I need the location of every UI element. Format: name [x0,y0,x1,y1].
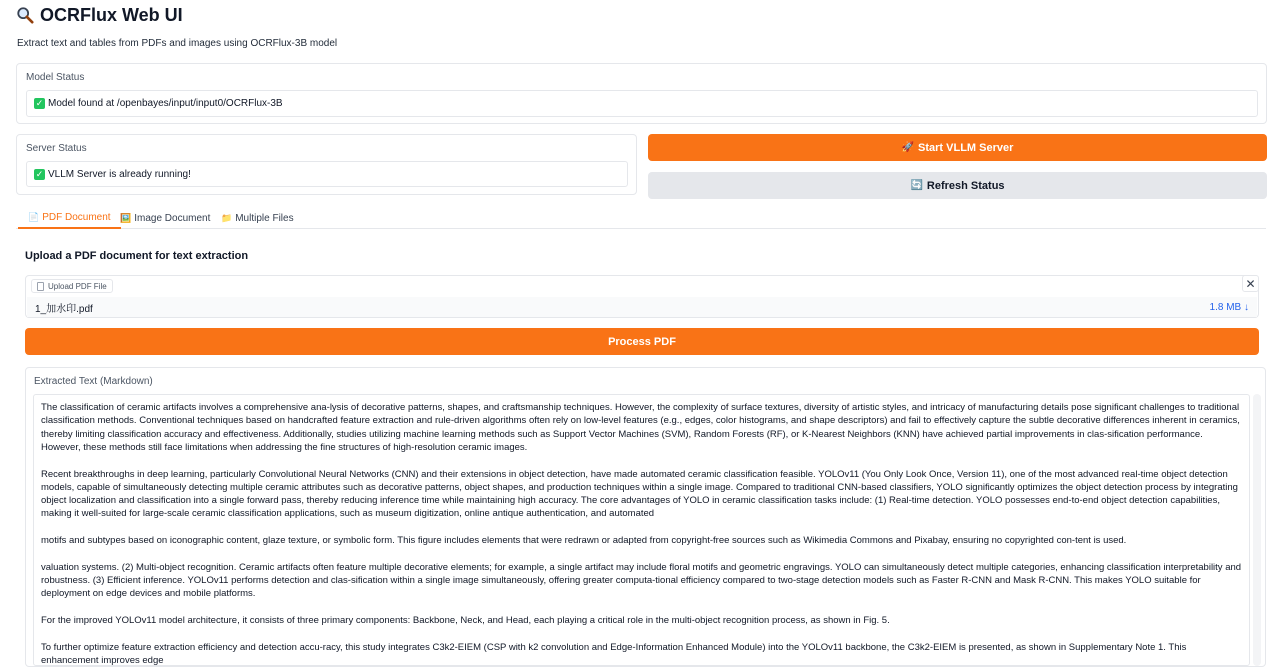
upload-heading: Upload a PDF document for text extraction [25,250,249,262]
tab-multiple-files-label: Multiple Files [235,213,294,224]
text-paragraph: valuation systems. (2) Multi-object recognition. Ceramic artifacts often feature multiple decorative elements; for example, a single artifact may include floral motifs and geometric engravings. YOLO can simultaneously detect multiple categories, enhancing classification interpretability and robustness. (3) Efficient inference. YOLOv11 performs detection and clas-sification within a single image simultaneously, offering greater computa-tional efficiency compared to two-stage detection models such as Faster R-CNN and Mask R-CNN. This makes YOLO suitable for deployment on edge devices and mobile platforms. [41,561,1242,600]
magnifier-icon [16,6,34,24]
upload-label: Upload PDF File [48,281,107,291]
refresh-status-label: Refresh Status [926,179,1005,192]
tab-bar [16,208,1266,229]
scrollbar[interactable] [1253,394,1261,666]
pdf-upload-area[interactable] [25,275,1259,318]
file-icon [37,282,44,291]
check-icon: ✓ [35,98,44,108]
text-paragraph: To further optimize feature extraction efficiency and detection accu-racy, this study integrates C3k2-EIEM (CSP with k2 convolution and Edge-Information Enhanced Module) into the YOLOv11 backbone, the C3k2-EIEM is presented, as shown in Supplementary Note 1. This enhancement improves edge [41,641,1187,667]
files-icon: 📁 [221,213,233,223]
text-paragraph: The classification of ceramic artifacts involves a comprehensive ana-lysis of decorative patterns, shapes, and craftsmanship techniques. However, the complexity of surface textures, diversity of artistic styles, and intricacy of manufacturing details pose significant challenges to traditional classification methods. Conventional techniques based on handcrafted feature extraction and rule-driven algorithms often rely on low-level features (e.g., edges, color histograms, and shape descriptors) and fail to effectively capture the subtle decorative differences inherent in ceramics, thereby limiting classification accuracy and effectiveness. Additionally, studies utilizing machine learning methods such as Support Vector Machines (SVM), Random Forests (RF), or K-Nearest Neighbors (KNN) have achieved partial improvements in clas-sification performance. However, these methods still face limitations when addressing the fine structures of high-resolution ceramic images. [41,402,1240,453]
uploaded-file-row [27,297,1257,317]
process-pdf-button[interactable] [25,328,1259,355]
tab-pdf-document[interactable] [18,208,121,229]
server-status-label: Server Status [26,143,87,154]
app-title-text: OCRFlux Web UI [40,4,183,25]
clear-file-button[interactable] [1242,275,1259,292]
server-status-value: VLLM Server is already running! [48,168,191,180]
model-status-field [26,90,1258,117]
process-pdf-label: Process PDF [608,335,676,348]
extracted-text-label: Extracted Text (Markdown) [34,376,153,387]
start-server-label: Start VLLM Server [918,141,1014,154]
start-server-button[interactable] [648,134,1267,161]
model-status-block [16,63,1267,124]
image-icon: 🖼️ [120,213,132,223]
check-icon: ✓ [35,168,44,179]
extracted-text-block [25,367,1266,667]
app-title [16,4,183,26]
extracted-text-area[interactable] [33,394,1250,666]
tab-image-document-label: Image Document [134,213,211,224]
file-download-link[interactable]: 1.8 MB ↓ [1209,301,1249,313]
model-status-value: Model found at /openbayes/input/input0/OCRFlux-3B [48,98,283,109]
text-paragraph: Recent breakthroughs in deep learning, particularly Convolutional Neural Networks (CNN) and their extensions in object detection, have made automated ceramic classification feasible. YOLOv11 (You Only Look Once, Version 11), one of the most advanced real-time object detection models, capable of simultaneously detecting multiple ceramic attributes such as decorative patterns, object shapes, and production techniques within a single image. Compared to traditional CNN-based classifiers, YOLO significantly optimizes the object detection process by integrating object localization and classification into a single forward pass, thereby reducing inference time while maintaining high accuracy. The core advantages of YOLO in ceramic classification tasks include: (1) Real-time detection. YOLO possesses end-to-end object detection capabilities, making it well-suited for large-scale ceramic classification applications, such as museum digitization, online antique authentication, and automated [41,468,1238,520]
refresh-icon: 🔄 [910,180,923,191]
app-subtitle: Extract text and tables from PDFs and images using OCRFlux-3B model [17,38,338,49]
model-status-label: Model Status [26,72,85,83]
tab-image-document[interactable] [110,208,220,229]
tab-multiple-files[interactable] [211,208,304,229]
rocket-icon: 🚀 [901,142,915,153]
tab-pdf-document-label: PDF Document [42,212,111,223]
close-icon: ✕ [1245,276,1256,291]
text-paragraph: motifs and subtypes based on iconographic content, glaze texture, or symbolic form. This figure includes elements that were redrawn or adapted from copyright-free sources such as Wikimedia Commons and Pixabay, ensuring no copyrighted con-tent is used. [41,535,1127,547]
refresh-status-button[interactable] [648,172,1267,199]
server-status-field [26,161,628,187]
server-status-block [16,134,637,195]
text-paragraph: For the improved YOLOv11 model architecture, it consists of three primary components: Backbone, Neck, and Head, each playing a critical role in the multi-object recognition process, as shown in Fig. 5. [41,615,890,627]
upload-label-chip [31,279,113,293]
file-name: 1_加水印.pdf [35,303,93,315]
document-icon: 📄 [28,212,40,222]
